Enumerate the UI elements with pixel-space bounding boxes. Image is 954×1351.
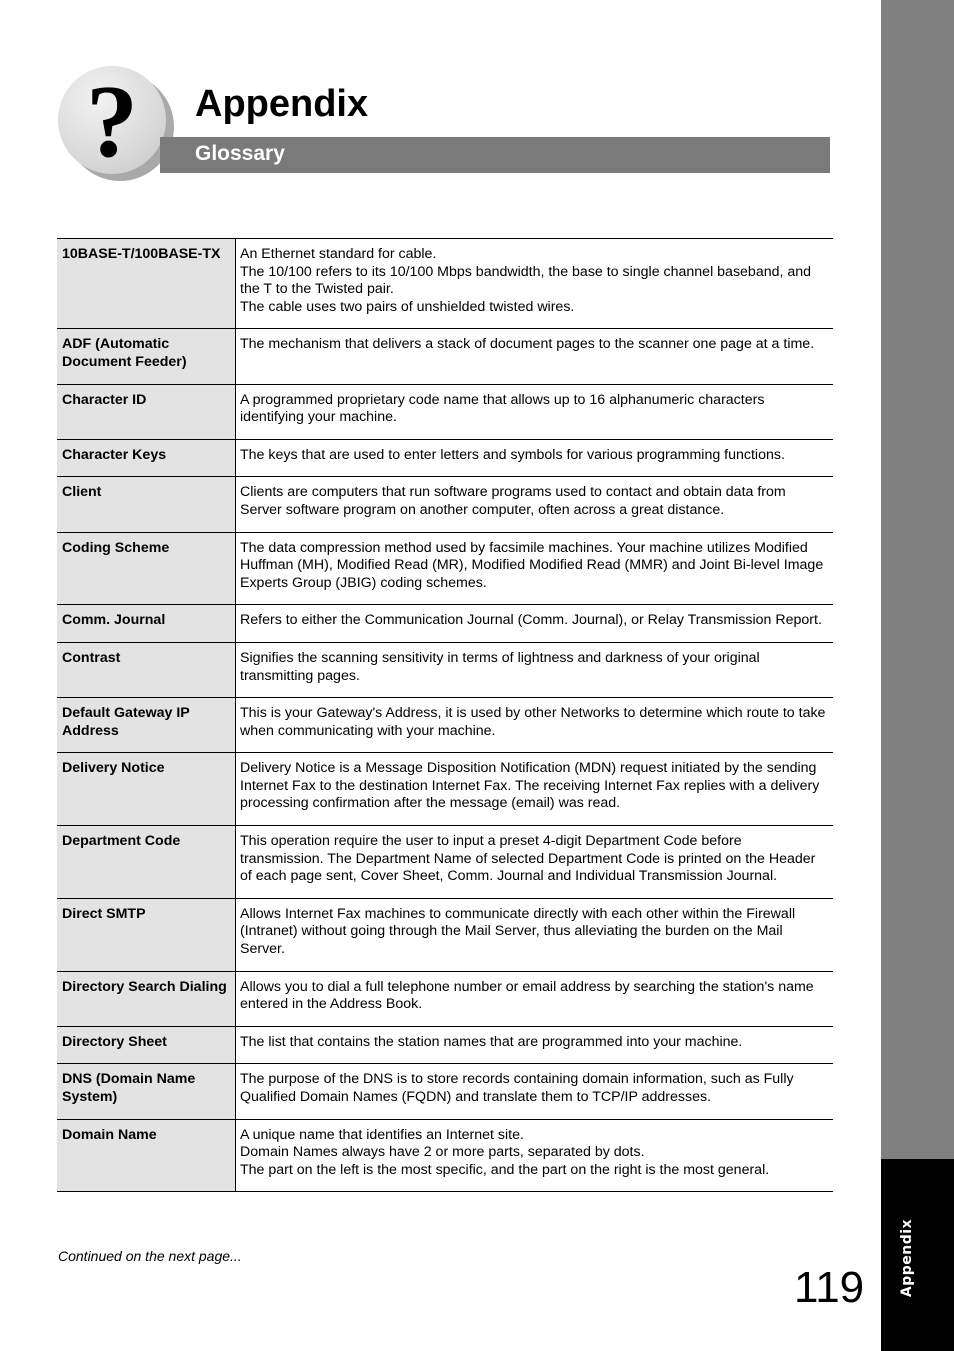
definition-line: The part on the left is the most specific, and the part on the right is the most general.	[240, 1161, 770, 1178]
glossary-row	[57, 898, 833, 971]
glossary-row	[57, 971, 833, 1026]
definition-line: The purpose of the DNS is to store records containing domain information, such as Fully Qualified Domain Names (FQDN) and translate them to TCP/IP addresses.	[240, 1071, 794, 1105]
definition-line: The keys that are used to enter letters and symbols for various programming functions.	[240, 446, 785, 463]
definition-line: The 10/100 refers to its 10/100 Mbps bandwidth, the base to single channel baseband, and the T to the Twisted pair.	[240, 263, 812, 298]
glossary-term: Comm. Journal	[57, 605, 236, 643]
glossary-definition	[236, 329, 834, 384]
glossary-term: Character ID	[57, 384, 236, 439]
glossary-term: DNS (Domain Name System)	[57, 1064, 236, 1119]
question-mark-glyph: ?	[86, 64, 138, 179]
glossary-definition	[236, 753, 834, 826]
glossary-row	[57, 384, 833, 439]
glossary-term: Client	[57, 477, 236, 532]
glossary-row	[57, 642, 833, 697]
definition-line: Refers to either the Communication Journal (Comm. Journal), or Relay Transmission Report.	[240, 612, 822, 629]
definition-line: A programmed proprietary code name that allows up to 16 alphanumeric characters identifying your machine.	[240, 391, 765, 426]
question-mark-icon	[58, 64, 166, 179]
glossary-term: Department Code	[57, 826, 236, 899]
glossary-term: Character Keys	[57, 439, 236, 477]
glossary-definition	[236, 532, 834, 605]
glossary-term: Coding Scheme	[57, 532, 236, 605]
glossary-row	[57, 532, 833, 605]
definition-line: Delivery Notice is a Message Disposition Notification (MDN) request initiated by the sending Internet Fax to the destination Internet Fax. The receiving Internet Fax replies with a delivery processing confirmation after the message (email) was read.	[240, 760, 820, 812]
glossary-row	[57, 753, 833, 826]
glossary-term: ADF (Automatic Document Feeder)	[57, 329, 236, 384]
glossary-definition	[236, 971, 834, 1026]
glossary-row	[57, 1026, 833, 1064]
definition-line: Domain Names always have 2 or more parts, separated by dots.	[240, 1144, 645, 1161]
glossary-row	[57, 826, 833, 899]
glossary-row	[57, 239, 833, 329]
glossary-definition	[236, 384, 834, 439]
definition-line: Clients are computers that run software programs used to contact and obtain data from Server software program on another computer, often across a great distance.	[240, 484, 786, 518]
definition-line: This is your Gateway's Address, it is used by other Networks to determine which route to take when communicating with your machine.	[240, 705, 826, 739]
glossary-definition	[236, 1064, 834, 1119]
glossary-row	[57, 698, 833, 753]
definition-line: An Ethernet standard for cable.	[240, 246, 437, 262]
chapter-tab	[881, 1159, 954, 1351]
definition-line: The mechanism that delivers a stack of document pages to the scanner one page at a time.	[240, 336, 815, 353]
glossary-row	[57, 439, 833, 477]
chapter-tab-label: Appendix	[899, 1218, 915, 1298]
glossary-row	[57, 477, 833, 532]
glossary-term: Default Gateway IP Address	[57, 698, 236, 753]
glossary-term: 10BASE-T/100BASE-TX	[57, 239, 236, 329]
glossary-term: Directory Search Dialing	[57, 971, 236, 1026]
page-number: 119	[794, 1263, 865, 1312]
definition-line: Allows you to dial a full telephone number or email address by searching the station's name entered in the Address Book.	[240, 978, 814, 1013]
continued-note: Continued on the next page...	[58, 1248, 242, 1264]
glossary-definition	[236, 898, 834, 971]
glossary-definition	[236, 1119, 834, 1192]
glossary-row	[57, 1119, 833, 1192]
glossary-table	[57, 238, 833, 1192]
glossary-term: Delivery Notice	[57, 753, 236, 826]
glossary-row	[57, 1064, 833, 1119]
definition-line: Allows Internet Fax machines to communicate directly with each other within the Firewall (Intranet) without going through the Mail Server, thus alleviating the burden on the Mail Server.	[240, 905, 796, 958]
glossary-definition	[236, 642, 834, 697]
definition-line: This operation require the user to input a preset 4-digit Department Code before transmission. The Department Name of selected Department Code is printed on the Header of each page sent, Cover Sheet, Comm. Journal and Individual Transmission Journal.	[240, 833, 816, 885]
glossary-term: Directory Sheet	[57, 1026, 236, 1064]
glossary-definition	[236, 698, 834, 753]
glossary-definition	[236, 1026, 834, 1064]
glossary-term: Direct SMTP	[57, 898, 236, 971]
definition-line: The cable uses two pairs of unshielded twisted wires.	[240, 298, 575, 315]
definition-line: The list that contains the station names that are programmed into your machine.	[240, 1033, 743, 1050]
side-bar	[881, 0, 954, 1159]
glossary-term: Contrast	[57, 642, 236, 697]
glossary-definition	[236, 826, 834, 899]
definition-line: A unique name that identifies an Internet site.	[240, 1126, 524, 1143]
glossary-row	[57, 329, 833, 384]
glossary-definition	[236, 239, 834, 329]
glossary-term: Domain Name	[57, 1119, 236, 1192]
section-subtitle: Glossary	[195, 142, 285, 165]
glossary-row	[57, 605, 833, 643]
glossary-definition	[236, 477, 834, 532]
glossary-definition	[236, 605, 834, 643]
definition-line: Signifies the scanning sensitivity in terms of lightness and darkness of your original transmitting pages.	[240, 649, 760, 684]
definition-line: The data compression method used by facsimile machines. Your machine utilizes Modified Huffman (MH), Modified Read (MR), Modified Modified Read (MMR) and Joint Bi-level Image Experts Group (JBIG) coding schemes.	[240, 539, 824, 591]
page-title: Appendix	[195, 83, 369, 125]
glossary-definition	[236, 439, 834, 477]
